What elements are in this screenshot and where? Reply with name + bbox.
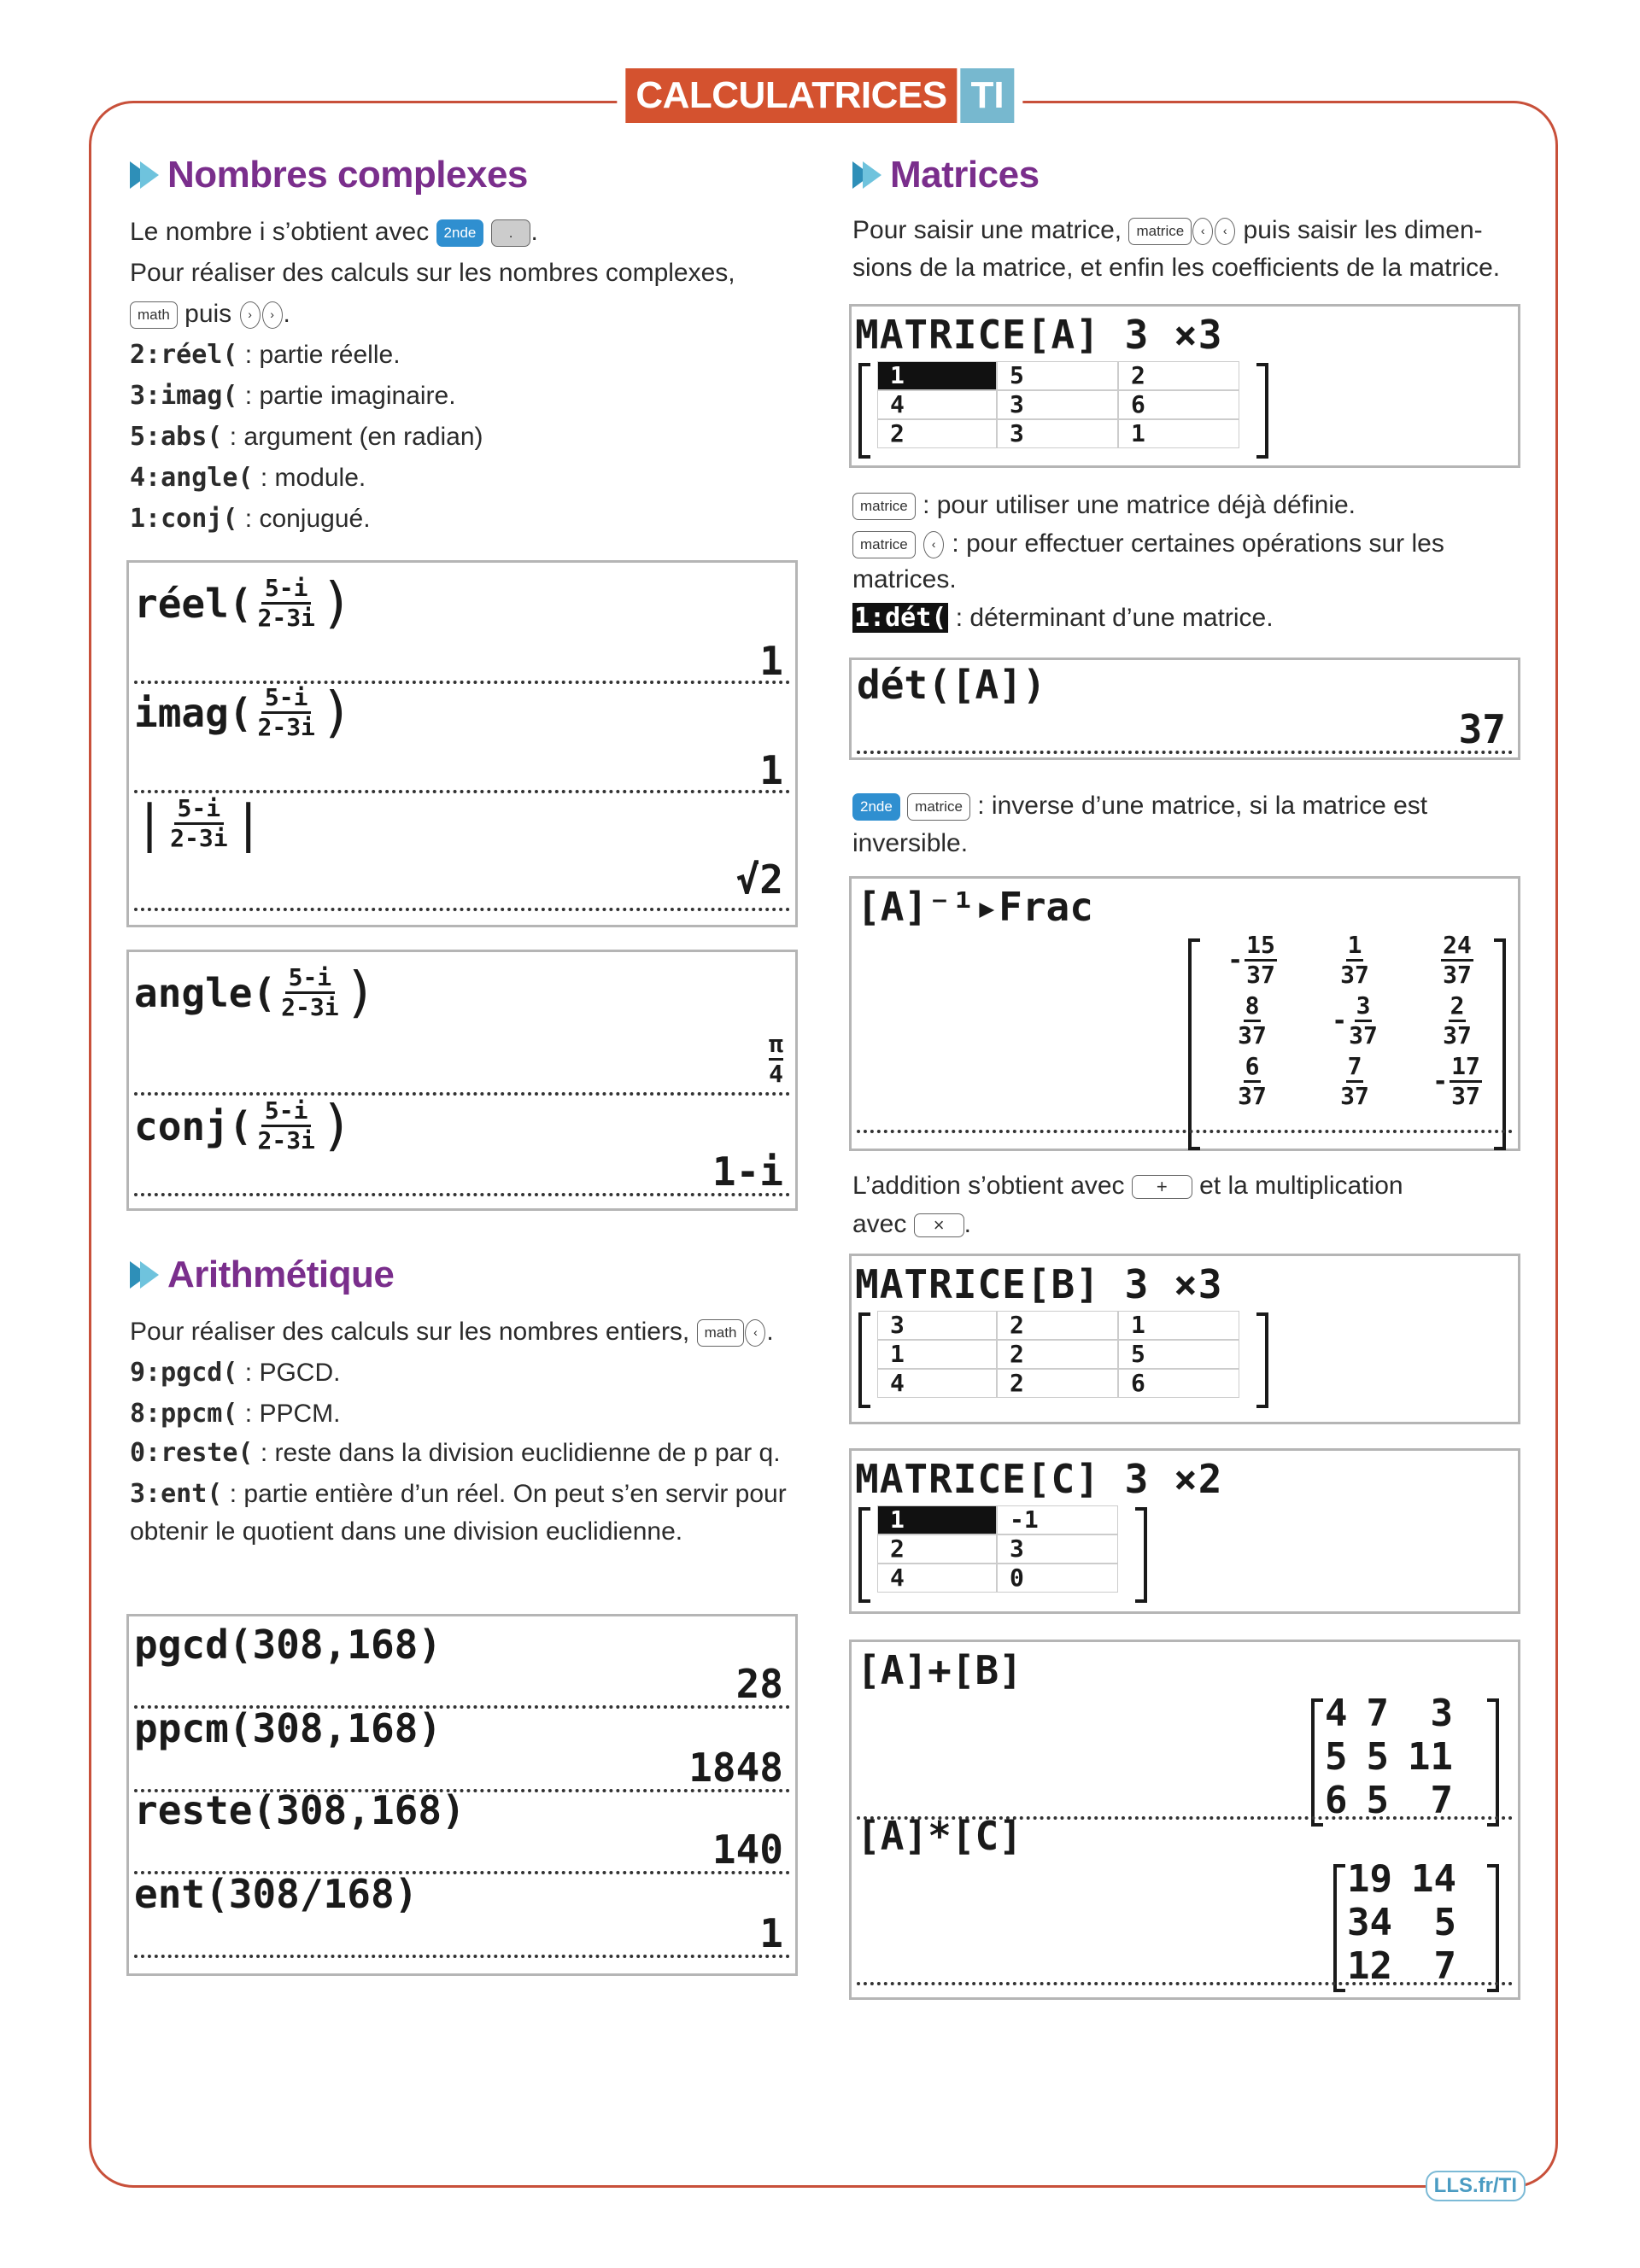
- bracket-left: [1311, 1698, 1323, 1827]
- calc-screen-arith: [126, 1614, 798, 1976]
- result: 1848: [688, 1745, 783, 1791]
- key-matrice: matrice: [852, 531, 916, 558]
- result: √2: [735, 856, 783, 903]
- fraction-cell: 6 37: [1238, 1052, 1267, 1110]
- banner: [617, 68, 1022, 123]
- fraction-cell: 8 37: [1238, 991, 1267, 1049]
- fraction-cell: 1 37: [1340, 931, 1369, 989]
- complexes-line1: Le nombre i s’obtient avec 2nde . .: [130, 218, 538, 246]
- complexes-item: 5:abs( : argument (en radian): [130, 422, 483, 452]
- key-math: math: [697, 1319, 745, 1347]
- complexes-item: 1:conj( : conjugué.: [130, 504, 371, 534]
- section-title-arith: Arithmétique: [130, 1254, 796, 1296]
- fraction-cell: - 3 37: [1332, 991, 1378, 1049]
- banner-brand: TI: [961, 68, 1015, 123]
- key-times: ×: [914, 1213, 964, 1237]
- matrix-title: MATRICE[C] 3 ×2: [855, 1456, 1223, 1502]
- separator: [134, 1955, 790, 1958]
- result: 37: [1458, 706, 1506, 752]
- calc-screen-matrix-b: [849, 1254, 1520, 1424]
- separator: [857, 1130, 1513, 1133]
- expr: [A]*[C]: [857, 1813, 1022, 1859]
- bracket-right: [1256, 1312, 1268, 1408]
- arrow-right-icon: ›: [262, 301, 283, 329]
- left-column: [130, 154, 796, 540]
- calc-screen-ops: [849, 1640, 1520, 2000]
- matrices-det: 1:dét( : déterminant d’une matrice.: [854, 603, 1274, 633]
- result: 1: [759, 747, 783, 793]
- expr: pgcd(308,168): [134, 1622, 442, 1668]
- expr-imag: imag( $\frac{5-i}{2-3i}$ ): [134, 681, 354, 745]
- fraction-cell: 2 37: [1443, 991, 1472, 1049]
- calc-screen-complex-1: [126, 560, 798, 927]
- matrix-grid: 1 -1 2 3 4 0: [877, 1505, 1118, 1593]
- calc-screen-inverse: [849, 876, 1520, 1151]
- sum-matrix: 4 7 3 5 5 11 6 5 7: [1325, 1692, 1453, 1822]
- arith-item: 8:ppcm( : PPCM.: [130, 1399, 341, 1429]
- bracket-left: [858, 1312, 870, 1408]
- arrow-left-icon: ‹: [745, 1319, 765, 1347]
- bracket-right: [1487, 1864, 1499, 1992]
- result: 1-i: [712, 1149, 783, 1195]
- expr: ent(308/168): [134, 1871, 419, 1917]
- bracket-right: [1494, 938, 1506, 1150]
- expr-angle: angle( $\frac{5-i}{2-3i}$ ): [134, 961, 378, 1025]
- key-2nde: 2nde: [852, 793, 900, 821]
- key-math: math: [130, 301, 178, 329]
- section-arrow-icon: [130, 1260, 161, 1290]
- matrices-use1: matrice : pour utiliser une matrice déjà définie.: [852, 485, 1527, 526]
- expr: dét([A]): [857, 662, 1046, 708]
- bracket-right: [1256, 363, 1268, 459]
- bracket-right: [1487, 1698, 1499, 1827]
- result: 1: [759, 638, 783, 684]
- expr-reel: réel( $\frac{5-i}{2-3i}$ ): [134, 571, 354, 635]
- product-matrix: 19 14 34 5 12 7: [1347, 1857, 1456, 1988]
- matrix-grid: 1 5 2 4 3 6 2 3 1: [877, 361, 1239, 448]
- expr: [A]+[B]: [857, 1647, 1022, 1693]
- matrices-usage: [852, 485, 1527, 639]
- inverse-matrix: [1205, 932, 1504, 1110]
- arrow-right-icon: ›: [240, 301, 261, 329]
- separator: [857, 1982, 1513, 1985]
- expr: [A]⁻¹▸Frac: [857, 884, 1093, 930]
- arrow-left-icon: ‹: [1215, 218, 1235, 245]
- arith-line1: Pour réaliser des calculs sur les nombres entiers, math ‹ .: [130, 1318, 774, 1346]
- result: 140: [712, 1827, 783, 1873]
- banner-title: CALCULATRICES: [625, 68, 957, 123]
- fraction-cell: 7 37: [1340, 1052, 1369, 1110]
- key-matrice: matrice: [907, 793, 970, 821]
- section-arrow-icon: [852, 160, 883, 190]
- result-angle: π 4: [769, 1030, 783, 1088]
- key-dot: .: [491, 219, 531, 247]
- expr: ppcm(308,168): [134, 1705, 442, 1751]
- section-arrow-icon: [130, 160, 161, 190]
- section-title-matrices: Matrices: [852, 154, 1527, 196]
- matrices-add: L’addition s’obtient avec + et la multiplication: [852, 1172, 1403, 1200]
- arrow-left-icon: ‹: [1192, 218, 1213, 245]
- arrow-left-icon: ‹: [923, 531, 944, 558]
- footer-link[interactable]: LLS.fr/TI: [1426, 2171, 1526, 2201]
- complexes-line2: Pour réaliser des calculs sur les nombres complexes,: [130, 259, 735, 287]
- bracket-left: [1188, 938, 1200, 1150]
- matrices-inv: 2nde matrice : inverse d’une matrice, si la matrice est inversible.: [852, 792, 1428, 857]
- matrices-intro: Pour saisir une matrice, matrice ‹ ‹ puis saisir les dimen-sions de la matrice, et enfin les coefficients de la matrice.: [852, 216, 1501, 282]
- bracket-left: [858, 363, 870, 459]
- matrix-title: MATRICE[A] 3 ×3: [855, 312, 1223, 358]
- key-plus: +: [1132, 1175, 1192, 1199]
- matrix-grid: 3 2 1 1 2 5 4 2 6: [877, 1311, 1239, 1398]
- calc-screen-det: [849, 658, 1520, 760]
- calc-screen-matrix-a: [849, 304, 1520, 468]
- separator: [134, 908, 790, 911]
- fraction-cell: - 15 37: [1227, 931, 1275, 989]
- right-column: [852, 154, 1527, 287]
- matrices-use2: matrice ‹ : pour effectuer certaines opérations sur les matrices.: [852, 529, 1444, 593]
- complexes-item: 3:imag( : partie imaginaire.: [130, 381, 456, 411]
- expr-conj: conj( $\frac{5-i}{2-3i}$ ): [134, 1094, 354, 1158]
- arith-item: 9:pgcd( : PGCD.: [130, 1358, 341, 1388]
- key-matrice: matrice: [852, 493, 916, 520]
- bracket-left: [858, 1507, 870, 1603]
- separator: [134, 790, 790, 793]
- expr-abs: | $\frac{5-i}{2-3i}$ |: [134, 793, 264, 854]
- matrices-inverse-text: [852, 787, 1527, 862]
- section-title-complexes: Nombres complexes: [130, 154, 796, 196]
- result: 1: [759, 1910, 783, 1956]
- key-2nde: 2nde: [436, 219, 484, 247]
- fraction-cell: - 17 37: [1432, 1052, 1480, 1110]
- calc-screen-complex-2: [126, 950, 798, 1211]
- matrices-ops-text: [852, 1166, 1527, 1243]
- complexes-line3: math puis › › .: [130, 294, 796, 335]
- result: 28: [735, 1661, 783, 1707]
- complexes-item: 2:réel( : partie réelle.: [130, 340, 401, 370]
- separator: [857, 751, 1513, 754]
- arith-section: [130, 1254, 796, 1551]
- bracket-left: [1333, 1864, 1345, 1992]
- arith-item: 0:reste( : reste dans la division euclidienne de p par q.: [130, 1438, 781, 1468]
- arith-item: 3:ent( : partie entière d’un réel. On peut s’en servir pour obtenir le quotient dans une division euclidienne.: [130, 1479, 787, 1546]
- complexes-item: 4:angle( : module.: [130, 463, 366, 493]
- separator: [134, 1092, 790, 1096]
- matrices-mult: avec × .: [852, 1210, 971, 1238]
- bracket-right: [1135, 1507, 1147, 1603]
- separator: [134, 1193, 790, 1196]
- fraction-cell: 24 37: [1443, 931, 1472, 989]
- calc-screen-matrix-c: [849, 1448, 1520, 1614]
- expr: reste(308,168): [134, 1787, 466, 1833]
- matrix-title: MATRICE[B] 3 ×3: [855, 1261, 1223, 1307]
- key-matrice: matrice: [1128, 218, 1192, 245]
